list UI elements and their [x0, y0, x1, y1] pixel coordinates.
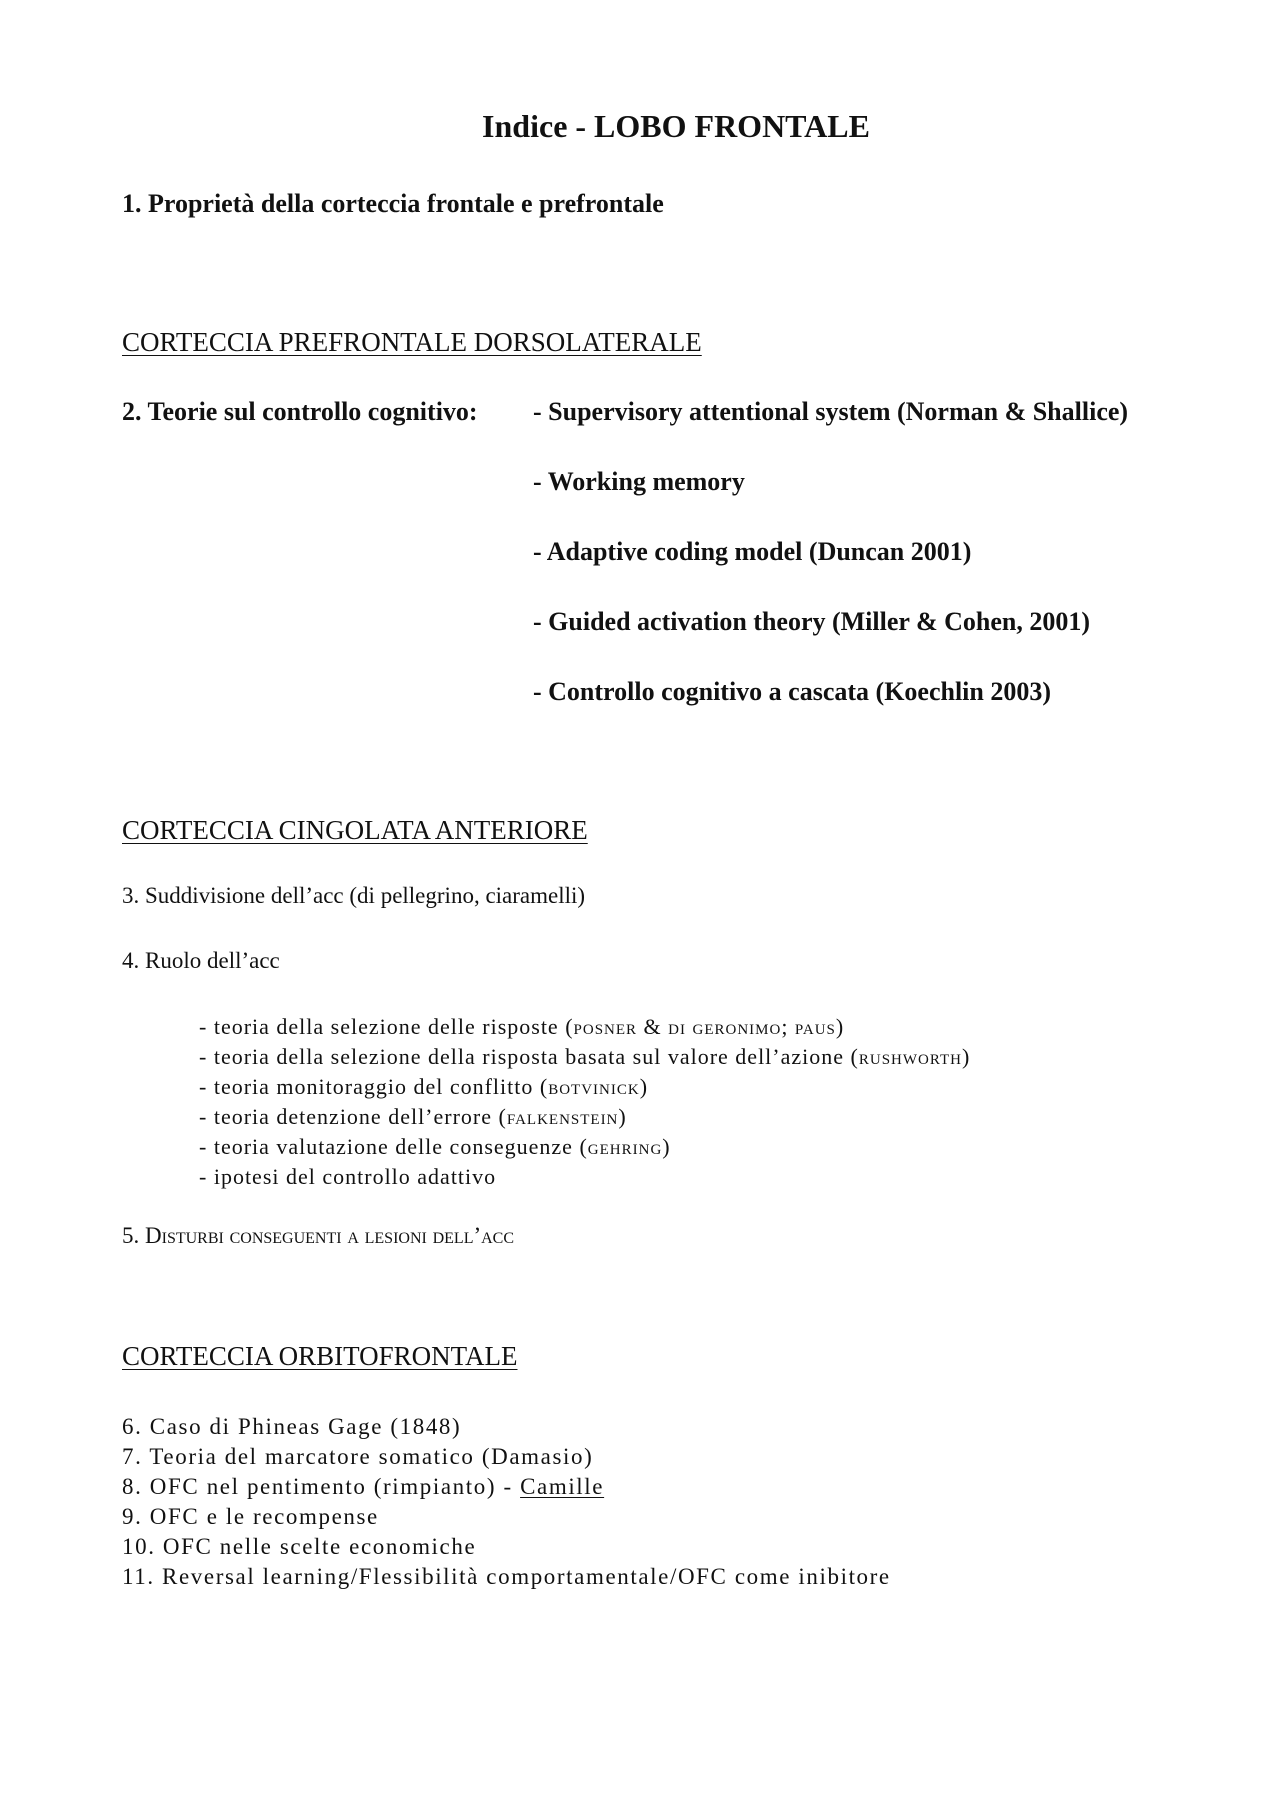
acc-role-item: - teoria monitoraggio del conflitto (botvinick) [199, 1074, 649, 1099]
theory-item: - Supervisory attentional system (Norman & Shallice) [533, 397, 1129, 426]
toc-item-4-label: 4. Ruolo dell’acc [122, 948, 280, 973]
toc-item-1: 1. Proprietà della corteccia frontale e prefrontale [122, 189, 664, 218]
section-heading-ofc: CORTECCIA ORBITOFRONTALE [122, 1341, 518, 1371]
theory-item: - Working memory [533, 467, 745, 496]
page-title: Indice - LOBO FRONTALE [482, 108, 870, 144]
section-heading-dlpfc: CORTECCIA PREFRONTALE DORSOLATERALE [122, 327, 702, 357]
ofc-item: 8. OFC nel pentimento (rimpianto) - Camille [122, 1474, 605, 1499]
acc-role-item: - ipotesi del controllo adattivo [199, 1164, 497, 1189]
acc-role-item: - teoria valutazione delle conseguenze (gehring) [199, 1134, 671, 1159]
ofc-item: 11. Reversal learning/Flessibilità comportamentale/OFC come inibitore [122, 1564, 891, 1589]
toc-item-5: 5. Disturbi conseguenti a lesioni dell’acc [122, 1223, 515, 1248]
acc-role-item: - teoria della selezione delle risposte (posner & di geronimo; paus) [199, 1014, 845, 1039]
toc-item-3: 3. Suddivisione dell’acc (di pellegrino, ciaramelli) [122, 883, 586, 908]
theory-item: - Guided activation theory (Miller & Cohen, 2001) [533, 607, 1091, 636]
ofc-item-list [122, 1412, 891, 1592]
ofc-item: 9. OFC e le recompense [122, 1504, 379, 1529]
ofc-item: 10. OFC nelle scelte economiche [122, 1534, 477, 1559]
theory-item: - Controllo cognitivo a cascata (Koechlin 2003) [533, 677, 1052, 706]
acc-role-list [199, 1012, 970, 1192]
ofc-item: 6. Caso di Phineas Gage (1848) [122, 1414, 462, 1439]
acc-role-item: - teoria della selezione della risposta basata sul valore dell’azione (rushworth) [199, 1044, 971, 1069]
ofc-item: 7. Teoria del marcatore somatico (Damasio) [122, 1444, 594, 1469]
theory-item: - Adaptive coding model (Duncan 2001) [533, 537, 972, 566]
camille-link[interactable]: Camille [520, 1474, 605, 1499]
toc-item-2-label: 2. Teorie sul controllo cognitivo: [122, 397, 478, 426]
section-heading-acc: CORTECCIA CINGOLATA ANTERIORE [122, 815, 588, 845]
acc-role-item: - teoria detenzione dell’errore (falkenstein) [199, 1104, 627, 1129]
